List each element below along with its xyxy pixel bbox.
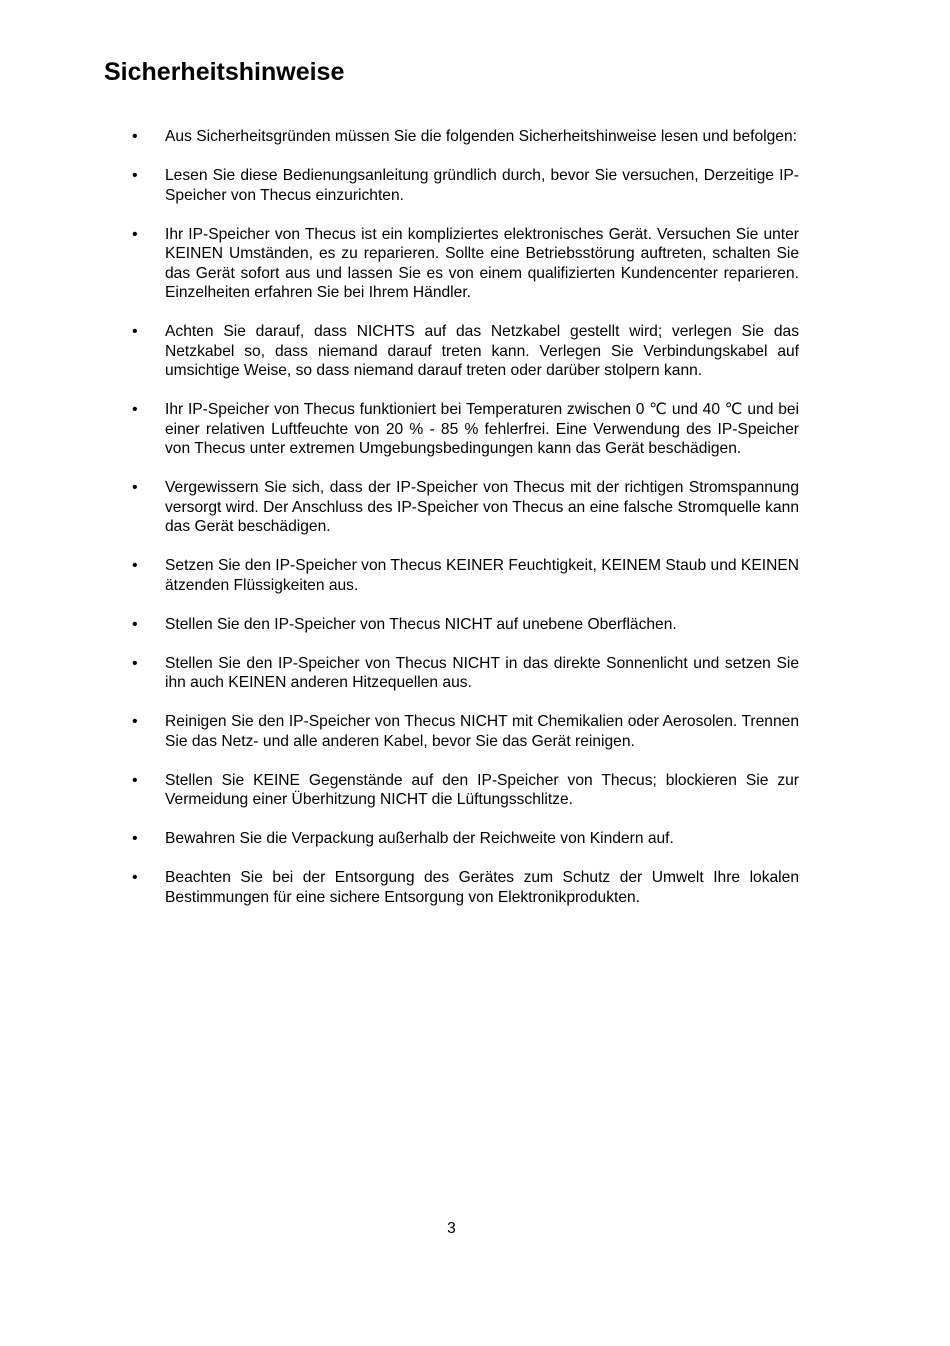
list-item <box>0 166 950 205</box>
list-item-text: Setzen Sie den IP-Speicher von Thecus KEINER Feuchtigkeit, KEINEM Staub und KEINEN ätzenden Flüssigkeiten aus. <box>165 557 799 594</box>
list-item-text: Stellen Sie den IP-Speicher von Thecus NICHT in das direkte Sonnenlicht und setzen Sie ihn auch KEINEN anderen Hitzequellen aus. <box>165 654 799 691</box>
list-item-text: Aus Sicherheitsgründen müssen Sie die folgenden Sicherheitshinweise lesen und befolgen: <box>165 128 797 145</box>
bullet-icon: • <box>132 654 138 672</box>
list-item-text: Reinigen Sie den IP-Speicher von Thecus NICHT mit Chemikalien oder Aerosolen. Trennen Sie das Netz- und alle anderen Kabel, bevor Sie das Gerät reinigen. <box>165 713 799 750</box>
page-title: Sicherheitshinweise <box>104 58 345 86</box>
list-item <box>0 225 950 303</box>
list-item <box>0 615 950 635</box>
list-item <box>0 127 950 147</box>
list-item <box>0 400 950 459</box>
list-item <box>0 771 950 810</box>
list-item-text: Ihr IP-Speicher von Thecus funktioniert bei Temperaturen zwischen 0 ℃ und 40 ℃ und bei einer relativen Luftfeuchte von 20 % - 85 % fehlerfrei. Eine Verwendung des IP-Speicher von Thecus unter extremen Umgebungsbedingungen kann das Gerät beschädigen. <box>165 401 799 457</box>
list-item-text: Achten Sie darauf, dass NICHTS auf das Netzkabel gestellt wird; verlegen Sie das Netzkabel so, dass niemand darauf treten kann. Verlegen Sie Verbindungskabel auf umsichtige Weise, so dass niemand darauf treten oder darüber stolpern kann. <box>165 323 799 379</box>
bullet-icon: • <box>132 479 138 496</box>
list-item-text: Stellen Sie KEINE Gegenstände auf den IP-Speicher von Thecus; blockieren Sie zur Vermeidung einer Überhitzung NICHT die Lüftungsschlitze. <box>165 771 799 808</box>
bullet-icon: • <box>132 869 138 886</box>
list-item-text: Lesen Sie diese Bedienungsanleitung gründlich durch, bevor Sie versuchen, Derzeitige IP-Speicher von Thecus einzurichten. <box>165 167 799 204</box>
page-number: 3 <box>447 1220 456 1237</box>
bullet-icon: • <box>132 771 138 789</box>
bullet-icon: • <box>132 323 138 340</box>
list-item <box>0 556 950 595</box>
list-item-text: Vergewissern Sie sich, dass der IP-Speicher von Thecus mit der richtigen Stromspannung versorgt wird. Der Anschluss des IP-Speicher von Thecus an eine falsche Stromquelle kann das Gerät beschädigen. <box>165 479 799 535</box>
bullet-icon: • <box>132 401 138 418</box>
bullet-icon: • <box>132 167 138 184</box>
list-item <box>0 322 950 381</box>
bullet-icon: • <box>132 713 138 730</box>
list-item <box>0 654 950 693</box>
list-item-text: Bewahren Sie die Verpackung außerhalb der Reichweite von Kindern auf. <box>165 830 674 847</box>
bullet-icon: • <box>132 830 138 847</box>
list-item-text: Ihr IP-Speicher von Thecus ist ein kompliziertes elektronisches Gerät. Versuchen Sie unter KEINEN Umständen, es zu reparieren. Sollte eine Betriebsstörung auftreten, schalten Sie das Gerät sofort aus und lassen Sie es von einem qualifizierten Kundencenter reparieren. Einzelheiten erfahren Sie bei Ihrem Händler. <box>165 225 799 301</box>
bullet-icon: • <box>132 615 138 633</box>
list-item-text: Beachten Sie bei der Entsorgung des Gerätes zum Schutz der Umwelt Ihre lokalen Bestimmungen für eine sichere Entsorgung von Elektronikprodukten. <box>165 869 799 906</box>
list-item <box>0 712 950 751</box>
bullet-icon: • <box>132 557 138 574</box>
safety-instructions-list <box>0 127 950 927</box>
bullet-icon: • <box>132 225 138 243</box>
list-item-text: Stellen Sie den IP-Speicher von Thecus NICHT auf unebene Oberflächen. <box>165 615 677 633</box>
list-item <box>0 868 950 907</box>
bullet-icon: • <box>132 128 138 145</box>
list-item <box>0 829 950 849</box>
list-item <box>0 478 950 537</box>
